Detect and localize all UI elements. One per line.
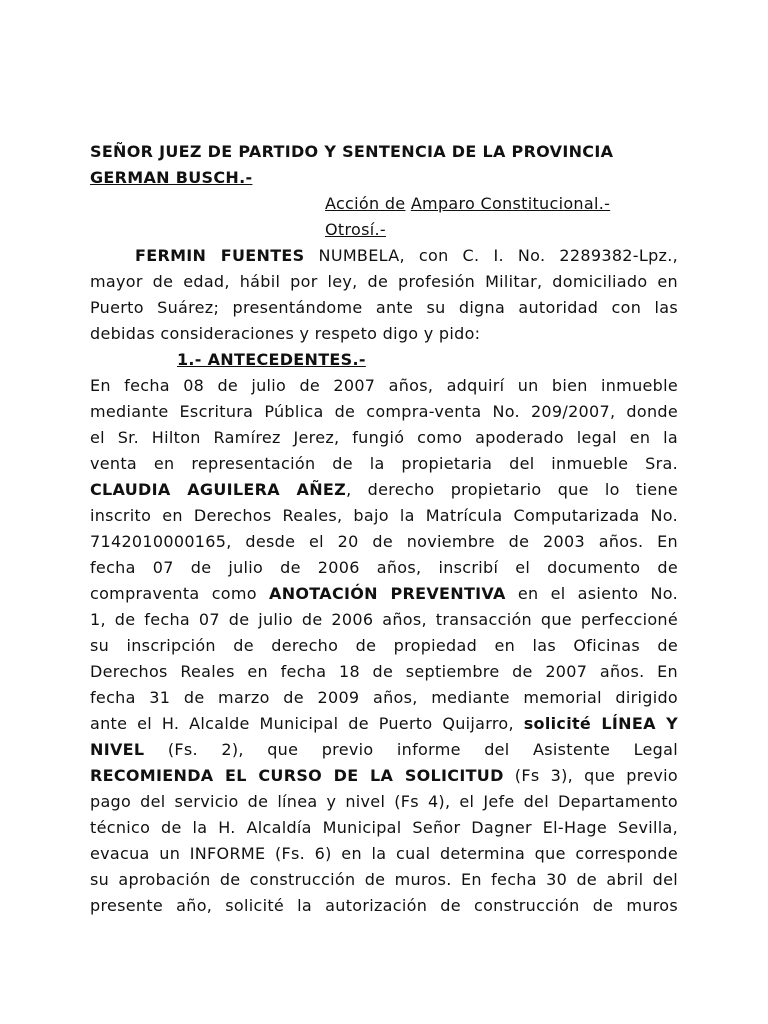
body-line-19 [90,844,678,864]
body-line-21 [90,896,678,916]
subject-otrosi: Otrosí.- [325,220,386,239]
intro-line-4 [90,324,678,344]
body-line-11 [90,636,678,656]
intro-line-2 [90,272,678,292]
intro-text-1: NUMBELA, con C. I. No. 2289382-Lpz., [304,246,678,265]
body-text: técnico de la H. Alcaldía Municipal Señor Dagner El-Hage Sevilla, [90,818,678,837]
body-text: compraventa como [90,584,270,603]
body-text: Derechos Reales en fecha 18 de septiembre de 2007 años. En [90,662,678,681]
body-line-10 [90,610,678,630]
body-line-3 [90,428,678,448]
nivel-bold: NIVEL [90,740,145,759]
subject-otrosi-line [325,220,678,240]
body-text: en el asiento No. [505,584,678,603]
body-line-1 [90,376,678,396]
addressee-line-1 [90,142,678,162]
anotacion-preventiva: ANOTACIÓN PREVENTIVA [269,584,506,603]
body-text: (Fs 3), que previo [503,766,678,785]
owner-name: CLAUDIA AGUILERA AÑEZ [90,480,347,499]
body-text: pago del servicio de línea y nivel (Fs 4), el Jefe del Departamento [90,792,678,811]
addressee-text-2: GERMAN BUSCH.- [90,168,253,187]
body-text: fecha 07 de julio de 2006 años, inscribí el documento de [90,558,678,577]
recomienda-bold: RECOMIENDA EL CURSO DE LA SOLICITUD [90,766,504,785]
subject-accion-main: Amparo Constitucional.- [410,194,611,213]
body-text: su aprobación de construcción de muros. En fecha 30 de abril del [90,870,678,889]
body-line-18 [90,818,678,838]
linea-nivel-request: solicité LÍNEA Y [523,714,678,733]
body-text: ante el H. Alcalde Municipal de Puerto Quijarro, [90,714,524,733]
body-text: mediante Escritura Pública de compra-venta No. 209/2007, donde [90,402,678,421]
body-line-20 [90,870,678,890]
intro-text-3: Puerto Suárez; presentándome ante su digna autoridad con las [90,298,678,317]
section-heading-antecedentes: 1.- ANTECEDENTES.- [177,350,366,369]
body-line-6 [90,506,678,526]
body-text: venta en representación de la propietaria del inmueble Sra. [90,454,678,473]
body-text: el Sr. Hilton Ramírez Jerez, fungió como apoderado legal en la [90,428,678,447]
addressee-line-2 [90,168,678,188]
body-text: fecha 31 de marzo de 2009 años, mediante memorial dirigido [90,688,678,707]
body-line-2 [90,402,678,422]
body-line-14 [90,714,678,734]
body-line-4 [90,454,678,474]
body-text: 7142010000165, desde el 20 de noviembre de 2003 años. En [90,532,678,551]
body-text: 1, de fecha 07 de julio de 2006 años, transacción que perfeccioné [90,610,678,629]
body-line-12 [90,662,678,682]
addressee-text-1: SEÑOR JUEZ DE PARTIDO Y SENTENCIA DE LA PROVINCIA [90,142,614,161]
intro-line-1 [135,246,678,266]
body-line-15 [90,740,678,760]
body-line-8 [90,558,678,578]
body-line-17 [90,792,678,812]
intro-text-2: mayor de edad, hábil por ley, de profesión Militar, domiciliado en [90,272,678,291]
intro-line-3 [90,298,678,318]
subject-accion-line [325,194,678,214]
body-line-9 [90,584,678,604]
body-text: su inscripción de derecho de propiedad en las Oficinas de [90,636,678,655]
body-text: (Fs. 2), que previo informe del Asistente Legal [144,740,678,759]
subject-accion-prefix: Acción de [325,194,406,213]
body-text: , derecho propietario que lo tiene [346,480,678,499]
body-line-13 [90,688,678,708]
body-text: inscrito en Derechos Reales, bajo la Matrícula Computarizada No. [90,506,678,525]
body-text: presente año, solicité la autorización de construcción de muros [90,896,678,915]
petitioner-name: FERMIN FUENTES [135,246,305,265]
section-heading-line [177,350,678,370]
body-text: En fecha 08 de julio de 2007 años, adquirí un bien inmueble [90,376,678,395]
intro-text-4: debidas consideraciones y respeto digo y pido: [90,324,481,343]
body-line-7 [90,532,678,552]
body-line-5 [90,480,678,500]
body-line-16 [90,766,678,786]
body-text: evacua un INFORME (Fs. 6) en la cual determina que corresponde [90,844,678,863]
